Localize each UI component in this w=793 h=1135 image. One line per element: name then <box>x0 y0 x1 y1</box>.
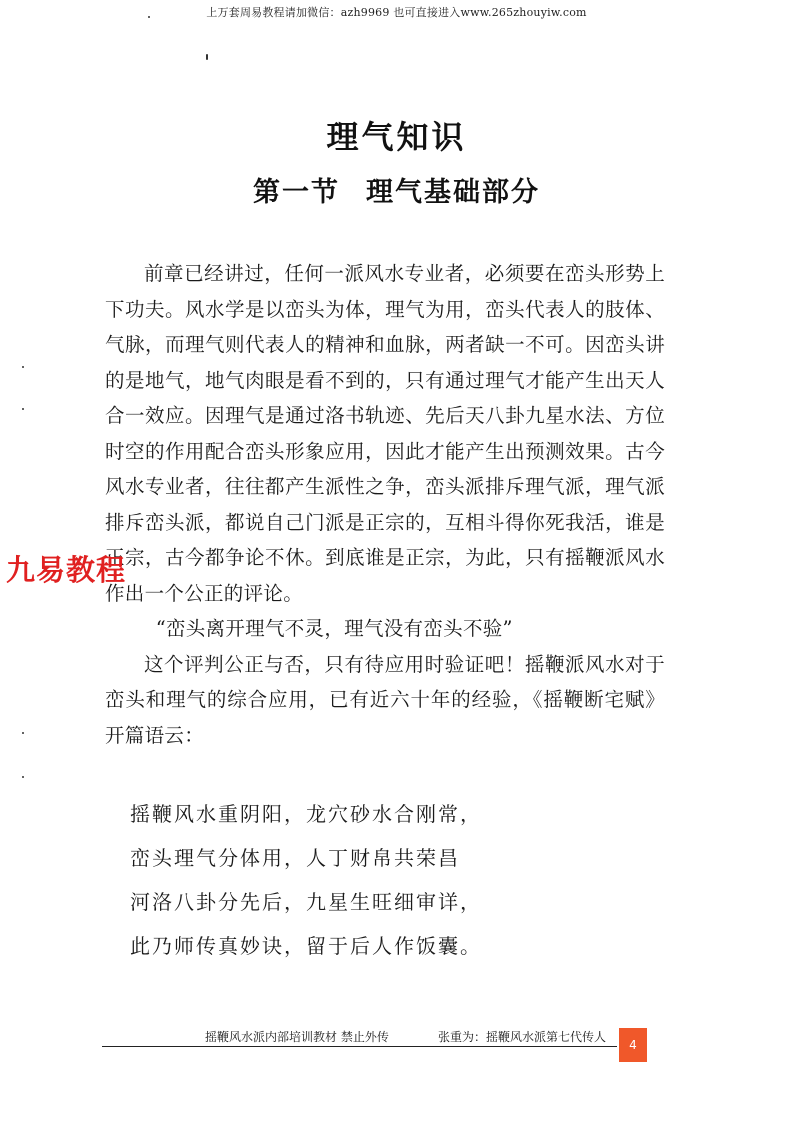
verse-line: 此乃师传真妙诀，留于后人作饭囊。 <box>130 934 482 958</box>
scan-speck <box>206 54 208 60</box>
scan-speck <box>22 366 24 368</box>
scan-speck <box>22 732 24 734</box>
scan-speck <box>22 776 24 778</box>
watermark: 九易教程 <box>6 553 127 587</box>
scan-speck <box>148 16 150 18</box>
footer-left-text: 摇鞭风水派内部培训教材 禁止外传 <box>205 1030 389 1044</box>
verse <box>130 792 630 968</box>
scan-speck <box>22 408 24 410</box>
verse-line: 河洛八卦分先后，九星生旺细审详， <box>130 890 482 914</box>
footer-rule <box>102 1046 617 1047</box>
top-notice: 上万套周易教程请加微信：azh9969 也可直接进入www.265zhouyiw.com <box>206 6 587 19</box>
section-name: 理气基础部分 <box>366 177 540 208</box>
page-title: 理气知识 <box>326 118 467 156</box>
verse-line: 峦头理气分体用，人丁财帛共荣昌 <box>130 846 460 870</box>
section-title <box>0 170 793 209</box>
body-text <box>105 256 665 753</box>
paragraph: 前章已经讲过，任何一派风水专业者，必须要在峦头形势上下功夫。风水学是以峦头为体，理气为用，峦头代表人的肢体、气脉，而理气则代表人的精神和血脉，两者缺一不可。因峦头讲的是地气，地气肉眼是看不到的，只有通过理气才能产生出天人合一效应。因理气是通过洛书轨迹、先后天八卦九星水法、方位时空的作用配合峦头形象应用，因此才能产生出预测效果。古今风水专业者，往往都产生派性之争，峦头派排斥理气派，理气派排斥峦头派，都说自己门派是正宗的，互相斗得你死我活，谁是正宗，古今都争论不休。到底谁是正宗，为此，只有摇鞭派风水作出一个公正的评论。 <box>105 262 665 605</box>
verse-line: 摇鞭风水重阴阳，龙穴砂水合刚常， <box>130 802 482 826</box>
page-number-badge: 4 <box>619 1028 647 1062</box>
footer-right-text: 张重为：摇鞭风水派第七代传人 <box>438 1030 607 1044</box>
paragraph: 这个评判公正与否，只有待应用时验证吧！摇鞭派风水对于峦头和理气的综合应用，已有近六十年的经验，《摇鞭断宅赋》开篇语云： <box>105 652 665 747</box>
quote: “峦头离开理气不灵，理气没有峦头不验” <box>155 617 513 640</box>
section-number: 第一节 <box>253 177 340 208</box>
